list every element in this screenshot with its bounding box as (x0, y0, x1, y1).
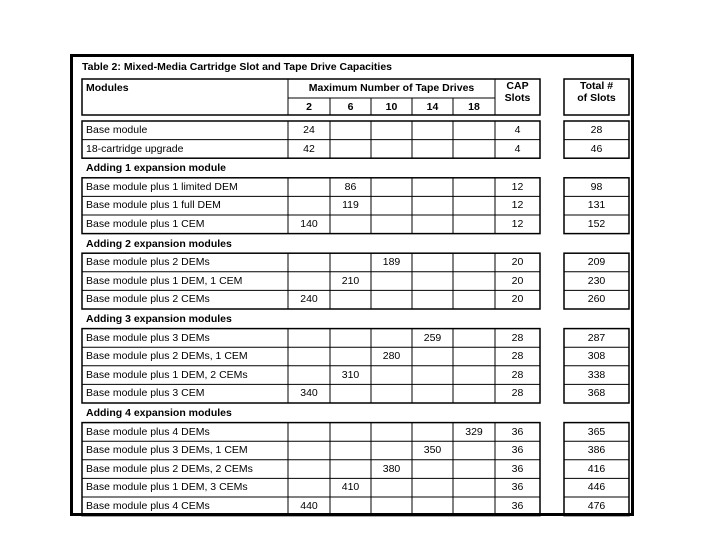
total-value: 230 (587, 274, 606, 287)
row-label: Base module plus 2 CEMs (86, 293, 210, 306)
total-header-line1: Total # (579, 80, 614, 92)
total-value: 260 (587, 293, 606, 306)
drive-count-header: 2 (306, 101, 312, 113)
total-value: 365 (587, 425, 606, 438)
row-label: Base module plus 3 DEMs (86, 331, 210, 344)
total-value: 28 (590, 124, 603, 136)
total-value: 368 (587, 387, 606, 400)
cap-value: 4 (514, 124, 521, 136)
cap-value: 28 (511, 350, 524, 363)
total-value: 386 (587, 444, 606, 457)
row-label: Base module plus 3 CEM (86, 387, 205, 400)
drive-value: 329 (465, 425, 483, 438)
row-label: Base module plus 1 DEM, 2 CEMs (86, 368, 248, 381)
drive-value: 350 (423, 444, 442, 457)
cap-value: 12 (511, 199, 524, 212)
total-value: 338 (587, 368, 606, 381)
total-value: 46 (590, 142, 603, 155)
section-title: Adding 1 expansion module (86, 162, 227, 175)
section-title: Adding 3 expansion modules (86, 313, 232, 325)
drive-value: 280 (382, 350, 401, 363)
cap-value: 20 (511, 274, 524, 287)
drive-value: 340 (300, 387, 318, 400)
cap-value: 12 (511, 218, 524, 230)
row-label: Base module plus 2 DEMs, 2 CEMs (86, 462, 253, 475)
cap-header-line1: CAP (506, 80, 529, 92)
row-label: Base module plus 4 DEMs (86, 425, 210, 438)
row-label: Base module plus 2 DEMs (86, 256, 210, 269)
row-label: Base module plus 4 CEMs (86, 500, 210, 512)
total-value: 209 (587, 256, 606, 269)
total-header-line2: of Slots (577, 92, 616, 104)
row-label: Base module plus 3 DEMs, 1 CEM (86, 444, 248, 457)
drive-count-header: 6 (347, 101, 354, 113)
row-label: Base module plus 1 limited DEM (86, 180, 238, 193)
cap-value: 4 (514, 142, 521, 155)
drive-value: 310 (341, 368, 360, 381)
drive-value: 140 (300, 218, 318, 230)
total-value: 416 (587, 462, 606, 475)
total-value: 98 (590, 180, 603, 193)
drive-value: 210 (341, 274, 360, 287)
section-title: Adding 2 expansion modules (86, 237, 232, 250)
drive-value: 86 (344, 180, 357, 193)
drive-value: 24 (303, 124, 315, 136)
cap-value: 28 (511, 387, 524, 400)
table-caption: Table 2: Mixed-Media Cartridge Slot and Tape Drive Capacities (82, 61, 393, 73)
total-value: 476 (587, 500, 606, 512)
cap-value: 36 (511, 425, 524, 438)
cap-value: 20 (511, 293, 524, 306)
cap-value: 28 (511, 368, 524, 381)
drive-value: 119 (342, 199, 359, 212)
drive-value: 380 (382, 462, 401, 475)
row-label: Base module plus 2 DEMs, 1 CEM (86, 350, 248, 363)
total-value: 287 (587, 331, 606, 344)
row-label: Base module plus 1 full DEM (86, 199, 221, 212)
cap-header-line2: Slots (504, 92, 531, 104)
row-label: Base module (86, 124, 148, 136)
drive-value: 189 (382, 256, 401, 269)
drive-count-header: 10 (385, 101, 398, 113)
drive-value: 440 (300, 500, 318, 512)
modules-header: Modules (86, 82, 129, 94)
total-value: 446 (587, 481, 606, 494)
row-label: Base module plus 1 DEM, 1 CEM (86, 274, 243, 287)
drive-value: 410 (341, 481, 360, 494)
drive-value: 240 (300, 293, 318, 306)
max-drives-header: Maximum Number of Tape Drives (308, 82, 475, 94)
row-label: 18-cartridge upgrade (86, 142, 184, 155)
cap-value: 12 (511, 180, 524, 193)
section-title: Adding 4 expansion modules (86, 407, 232, 419)
total-value: 152 (587, 218, 606, 230)
cap-value: 36 (511, 462, 524, 475)
cap-value: 36 (511, 444, 524, 457)
drive-value: 259 (423, 331, 442, 344)
total-value: 131 (587, 199, 606, 212)
drive-value: 42 (303, 142, 315, 155)
row-label: Base module plus 1 DEM, 3 CEMs (86, 481, 248, 494)
drive-count-header: 14 (426, 101, 439, 113)
cap-value: 20 (511, 256, 524, 269)
cap-value: 36 (511, 481, 524, 494)
total-value: 308 (587, 350, 606, 363)
drive-count-header: 18 (468, 101, 480, 113)
cap-value: 36 (511, 500, 524, 512)
table-frame (70, 54, 634, 516)
cap-value: 28 (511, 331, 524, 344)
row-label: Base module plus 1 CEM (86, 218, 205, 230)
